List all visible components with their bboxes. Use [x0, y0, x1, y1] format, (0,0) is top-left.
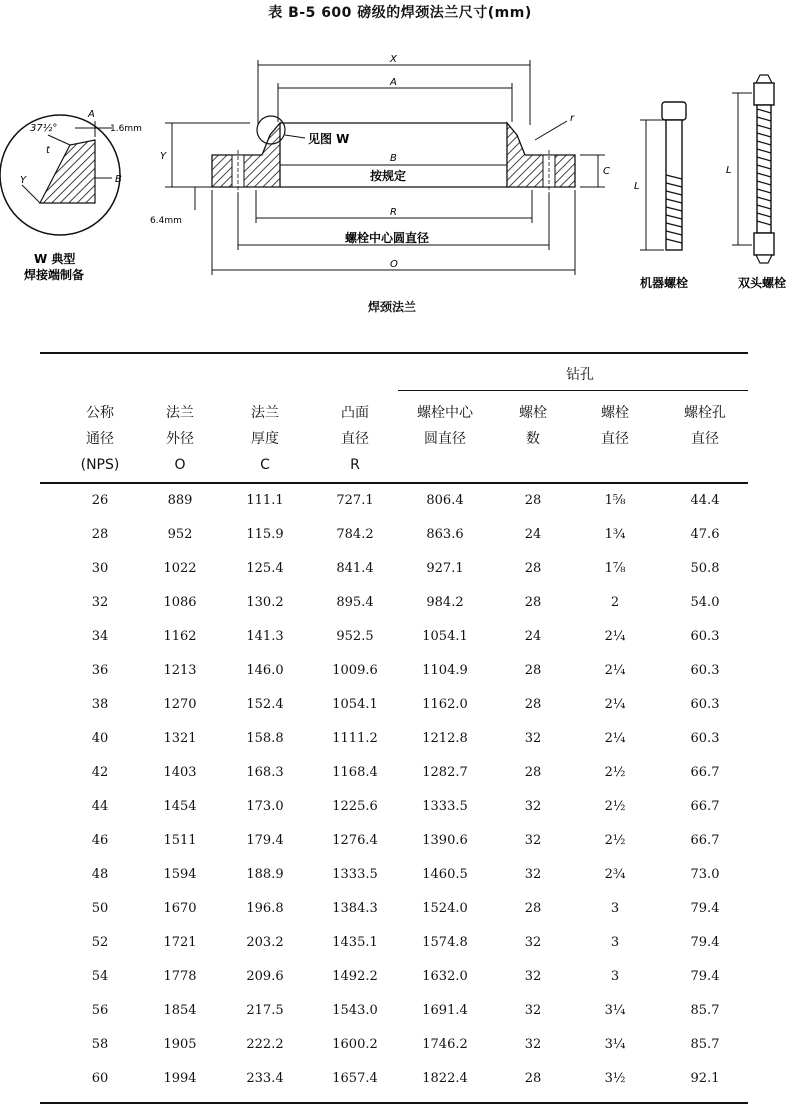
cell-thickness: 125.4: [246, 561, 284, 576]
cell-thickness: 196.8: [246, 901, 284, 916]
cell-bolt-hole: 44.4: [690, 493, 720, 508]
table-row: [0, 1062, 800, 1096]
cell-thickness: 179.4: [246, 833, 284, 848]
cell-thickness: 115.9: [246, 527, 284, 542]
cell-nps: 40: [91, 731, 109, 746]
cell-bolt-diameter: 3: [610, 969, 620, 984]
cell-raised-face: 895.4: [336, 595, 374, 610]
cell-nps: 60: [91, 1071, 109, 1086]
cell-bolt-hole: 73.0: [690, 867, 720, 882]
detail-angle-label: 37½°: [30, 123, 58, 134]
cell-raised-face: 1543.0: [332, 1003, 378, 1018]
cell-outer-diameter: 1403: [163, 765, 197, 780]
header-bolt-circle: 螺栓中心 圆直径: [417, 405, 473, 447]
cell-bolt-circle: 984.2: [426, 595, 464, 610]
cell-raised-face: 1276.4: [332, 833, 378, 848]
cell-bolt-circle: 1333.5: [422, 799, 468, 814]
dim-b-label: B: [390, 153, 397, 164]
cell-outer-diameter: 1778: [163, 969, 197, 984]
cell-outer-diameter: 1994: [163, 1071, 197, 1086]
cell-bolt-circle: 1104.9: [422, 663, 468, 678]
cell-nps: 38: [91, 697, 109, 712]
header-bolt-hole: 螺栓孔 直径: [684, 405, 726, 447]
cell-outer-diameter: 1854: [163, 1003, 197, 1018]
cell-raised-face: 1435.1: [332, 935, 378, 950]
cell-nps: 36: [91, 663, 109, 678]
cell-bolt-hole: 66.7: [690, 799, 720, 814]
cell-raised-face: 1333.5: [332, 867, 378, 882]
cell-bolt-hole: 85.7: [690, 1037, 720, 1052]
detail-title: W 典型: [34, 252, 76, 266]
cell-bolt-circle: 1574.8: [422, 935, 468, 950]
dim-6-4-label: 6.4mm: [150, 216, 182, 226]
cell-bolt-count: 28: [524, 663, 542, 678]
cell-raised-face: 952.5: [336, 629, 374, 644]
cell-bolt-hole: 79.4: [690, 935, 720, 950]
cell-bolt-diameter: 1¾: [604, 527, 626, 542]
cell-outer-diameter: 1022: [163, 561, 197, 576]
cell-bolt-diameter: 1⅞: [604, 561, 626, 576]
cell-bolt-hole: 66.7: [690, 833, 720, 848]
stud-bolt-length-label: L: [726, 165, 732, 176]
cell-bolt-diameter: 2: [610, 595, 620, 610]
cell-bolt-hole: 79.4: [690, 901, 720, 916]
cell-nps: 46: [91, 833, 109, 848]
cell-outer-diameter: 1270: [163, 697, 197, 712]
table-row: [0, 688, 800, 722]
cell-thickness: 233.4: [246, 1071, 284, 1086]
machine-bolt-label: 机器螺栓: [640, 276, 689, 290]
cell-nps: 26: [91, 493, 109, 508]
cell-bolt-diameter: 3½: [604, 1071, 626, 1086]
cell-bolt-count: 32: [524, 799, 542, 814]
cell-nps: 42: [91, 765, 109, 780]
cell-nps: 32: [91, 595, 109, 610]
table-row: [0, 484, 800, 518]
cell-raised-face: 1168.4: [332, 765, 378, 780]
cell-raised-face: 841.4: [336, 561, 374, 576]
stud-bolt: [726, 75, 774, 263]
page-title: 表 B-5 600 磅级的焊颈法兰尺寸(mm): [268, 5, 532, 21]
detail-b-label: B: [115, 174, 122, 185]
cell-thickness: 168.3: [246, 765, 284, 780]
cell-thickness: 146.0: [246, 663, 284, 678]
cell-bolt-diameter: 3: [610, 935, 620, 950]
cell-bolt-diameter: 2¼: [604, 697, 626, 712]
drilling-group-header: 钻孔: [566, 367, 594, 383]
table-row: [0, 722, 800, 756]
cell-outer-diameter: 889: [167, 493, 193, 508]
cell-bolt-circle: 806.4: [426, 493, 464, 508]
header-nps: 公称 通径 (NPS): [80, 405, 120, 473]
cell-bolt-circle: 1054.1: [422, 629, 468, 644]
cell-bolt-circle: 1460.5: [422, 867, 468, 882]
table-row: [0, 654, 800, 688]
header-thickness: 法兰 厚度 C: [251, 405, 279, 473]
cell-thickness: 130.2: [246, 595, 284, 610]
cell-bolt-count: 32: [524, 1037, 542, 1052]
drilling-group-rule: [398, 390, 748, 391]
cell-thickness: 203.2: [246, 935, 284, 950]
cell-bolt-diameter: 1⅝: [604, 493, 626, 508]
cell-thickness: 188.9: [246, 867, 284, 882]
cell-raised-face: 1492.2: [332, 969, 378, 984]
table-row: [0, 960, 800, 994]
cell-bolt-circle: 1691.4: [422, 1003, 468, 1018]
cell-bolt-count: 32: [524, 833, 542, 848]
table-row: [0, 552, 800, 586]
table-row: [0, 586, 800, 620]
cell-bolt-diameter: 2¼: [604, 663, 626, 678]
see-w-label: 见图 W: [308, 132, 350, 146]
cell-bolt-count: 28: [524, 765, 542, 780]
cell-thickness: 141.3: [246, 629, 284, 644]
cell-outer-diameter: 952: [167, 527, 193, 542]
cell-outer-diameter: 1321: [163, 731, 197, 746]
table-row: [0, 926, 800, 960]
cell-raised-face: 1111.2: [332, 731, 378, 746]
cell-nps: 56: [91, 1003, 109, 1018]
cell-nps: 52: [91, 935, 109, 950]
dim-y-label: Y: [160, 151, 167, 162]
cell-outer-diameter: 1511: [163, 833, 197, 848]
table-row: [0, 790, 800, 824]
detail-subtitle: 焊接端制备: [24, 268, 85, 282]
cell-bolt-circle: 1746.2: [422, 1037, 468, 1052]
cell-bolt-diameter: 2½: [604, 833, 626, 848]
flange-caption: 焊颈法兰: [368, 300, 417, 314]
cell-raised-face: 727.1: [336, 493, 374, 508]
header-raised-face: 凸面 直径 R: [341, 405, 369, 473]
detail-y-label: Y: [20, 175, 27, 186]
cell-thickness: 222.2: [246, 1037, 284, 1052]
cell-bolt-count: 28: [524, 901, 542, 916]
cell-bolt-count: 32: [524, 1003, 542, 1018]
cell-bolt-hole: 60.3: [690, 663, 720, 678]
cell-bolt-count: 28: [524, 561, 542, 576]
table-row: [0, 620, 800, 654]
table-top-rule: [40, 352, 748, 354]
cell-bolt-circle: 1390.6: [422, 833, 468, 848]
cell-bolt-circle: 1212.8: [422, 731, 468, 746]
cell-raised-face: 1054.1: [332, 697, 378, 712]
cell-outer-diameter: 1162: [163, 629, 197, 644]
cell-bolt-circle: 863.6: [426, 527, 464, 542]
cell-bolt-diameter: 2¾: [604, 867, 626, 882]
table-row: [0, 994, 800, 1028]
cell-bolt-hole: 79.4: [690, 969, 720, 984]
table-row: [0, 756, 800, 790]
cell-bolt-circle: 1282.7: [422, 765, 468, 780]
dim-x-label: X: [390, 54, 397, 65]
cell-bolt-circle: 927.1: [426, 561, 464, 576]
machine-bolt: [634, 102, 686, 250]
cell-bolt-diameter: 2¼: [604, 731, 626, 746]
cell-bolt-circle: 1822.4: [422, 1071, 468, 1086]
cell-thickness: 173.0: [246, 799, 284, 814]
cell-nps: 54: [91, 969, 109, 984]
cell-outer-diameter: 1454: [163, 799, 197, 814]
table-row: [0, 1028, 800, 1062]
machine-bolt-length-label: L: [634, 181, 640, 192]
cell-thickness: 111.1: [246, 493, 284, 508]
cell-nps: 48: [91, 867, 109, 882]
detail-gap-label: 1.6mm: [110, 124, 142, 134]
cell-bolt-diameter: 2¼: [604, 629, 626, 644]
bolt-circle-label: 螺栓中心圆直径: [345, 231, 430, 245]
cell-bolt-count: 28: [524, 493, 542, 508]
cell-bolt-hole: 92.1: [690, 1071, 720, 1086]
cell-bolt-count: 32: [524, 731, 542, 746]
cell-bolt-count: 28: [524, 697, 542, 712]
cell-bolt-count: 32: [524, 935, 542, 950]
cell-outer-diameter: 1213: [163, 663, 197, 678]
cell-bolt-diameter: 2½: [604, 799, 626, 814]
cell-bolt-count: 32: [524, 867, 542, 882]
detail-t-label: t: [46, 145, 50, 156]
table-row: [0, 892, 800, 926]
cell-bolt-count: 28: [524, 1071, 542, 1086]
cell-outer-diameter: 1905: [163, 1037, 197, 1052]
cell-raised-face: 784.2: [336, 527, 374, 542]
cell-bolt-hole: 60.3: [690, 731, 720, 746]
header-bolt-diameter: 螺栓 直径: [601, 405, 629, 447]
cell-nps: 30: [91, 561, 109, 576]
cell-nps: 44: [91, 799, 109, 814]
cell-thickness: 152.4: [246, 697, 284, 712]
cell-bolt-diameter: 2½: [604, 765, 626, 780]
cell-raised-face: 1225.6: [332, 799, 378, 814]
per-spec-label: 按规定: [370, 169, 407, 183]
detail-circle-w: [0, 109, 142, 235]
cell-bolt-hole: 47.6: [690, 527, 720, 542]
flange-diagram: [0, 25, 800, 325]
stud-bolt-label: 双头螺栓: [738, 276, 787, 290]
cell-bolt-count: 32: [524, 969, 542, 984]
table-row: [0, 518, 800, 552]
table-row: [0, 858, 800, 892]
cell-raised-face: 1600.2: [332, 1037, 378, 1052]
cell-bolt-hole: 54.0: [690, 595, 720, 610]
cell-thickness: 217.5: [246, 1003, 284, 1018]
cell-bolt-circle: 1632.0: [422, 969, 468, 984]
detail-a-label: A: [88, 109, 95, 120]
cell-nps: 34: [91, 629, 109, 644]
header-bolt-count: 螺栓 数: [519, 405, 547, 447]
cell-outer-diameter: 1721: [163, 935, 197, 950]
table-bottom-rule: [40, 1102, 748, 1104]
cell-outer-diameter: 1086: [163, 595, 197, 610]
cell-bolt-diameter: 3: [610, 901, 620, 916]
cell-raised-face: 1657.4: [332, 1071, 378, 1086]
dim-o-label: O: [390, 259, 398, 270]
cell-bolt-diameter: 3¼: [604, 1003, 626, 1018]
dim-a-label: A: [390, 77, 397, 88]
cell-bolt-hole: 66.7: [690, 765, 720, 780]
cell-nps: 50: [91, 901, 109, 916]
cell-bolt-hole: 60.3: [690, 697, 720, 712]
cell-bolt-hole: 60.3: [690, 629, 720, 644]
cell-bolt-hole: 85.7: [690, 1003, 720, 1018]
cell-raised-face: 1384.3: [332, 901, 378, 916]
header-outer-diameter: 法兰 外径 O: [166, 405, 194, 473]
cell-thickness: 209.6: [246, 969, 284, 984]
cell-bolt-circle: 1162.0: [422, 697, 468, 712]
dim-r-label: R: [390, 207, 397, 218]
dim-c-label: C: [603, 166, 610, 177]
cell-nps: 58: [91, 1037, 109, 1052]
cell-raised-face: 1009.6: [332, 663, 378, 678]
r-small-label: r: [570, 113, 575, 124]
cell-outer-diameter: 1594: [163, 867, 197, 882]
cell-bolt-count: 24: [524, 527, 542, 542]
cell-bolt-count: 24: [524, 629, 542, 644]
cell-bolt-circle: 1524.0: [422, 901, 468, 916]
cell-nps: 28: [91, 527, 109, 542]
table-row: [0, 824, 800, 858]
cell-outer-diameter: 1670: [163, 901, 197, 916]
cell-thickness: 158.8: [246, 731, 284, 746]
cell-bolt-diameter: 3¼: [604, 1037, 626, 1052]
cell-bolt-hole: 50.8: [690, 561, 720, 576]
cell-bolt-count: 28: [524, 595, 542, 610]
